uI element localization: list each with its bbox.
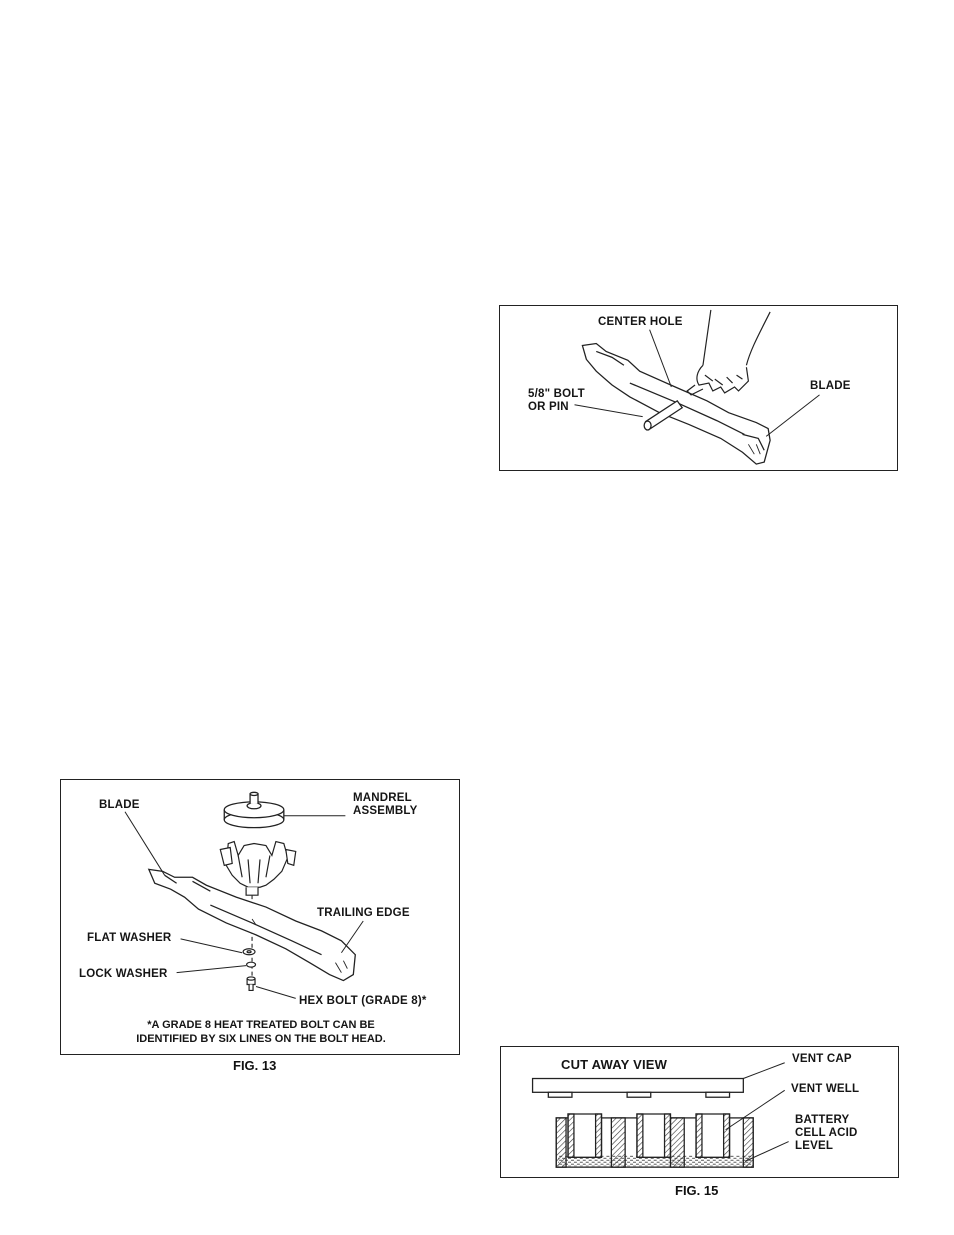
label-vent-well: VENT WELL [791,1083,860,1095]
caption-fig13: FIG. 13 [233,1058,277,1073]
label-mandrel-line1: MANDREL [353,792,412,804]
grade8-note-line2: IDENTIFIED BY SIX LINES ON THE BOLT HEAD. [136,1033,386,1045]
label-lock-washer: LOCK WASHER [79,968,168,980]
label-cutaway-view: CUT AWAY VIEW [561,1057,668,1072]
lock-washer-drawing [247,962,256,967]
label-mandrel-line2: ASSEMBLY [353,805,418,817]
label-flat-washer: FLAT WASHER [87,932,172,944]
label-acid-line2: CELL ACID [795,1127,858,1139]
caption-fig15: FIG. 15 [675,1183,719,1198]
vent-cap-drawing [533,1079,744,1098]
label-center-hole: CENTER HOLE [598,316,683,328]
washers-bolt-drawing [243,949,255,991]
grade8-note-line1: *A GRADE 8 HEAT TREATED BOLT CAN BE [147,1019,375,1031]
label-bolt-line2: OR PIN [528,401,569,413]
mandrel-housing-drawing [220,842,295,896]
label-assembly-blade: BLADE [99,799,140,811]
label-trailing-edge: TRAILING EDGE [317,907,410,919]
hand-drawing [687,310,770,395]
vent-wells-drawing [568,1114,730,1157]
grade8-note [61,1018,461,1046]
label-acid-line1: BATTERY [795,1114,850,1126]
figure-blade-assembly [60,779,460,1055]
figure-battery-cutaway [500,1046,899,1178]
label-hex-bolt: HEX BOLT (GRADE 8)* [299,995,427,1007]
label-blade: BLADE [810,380,851,392]
label-vent-cap: VENT CAP [792,1053,852,1065]
label-acid-line3: LEVEL [795,1140,834,1152]
label-bolt-line1: 5/8" BOLT [528,388,585,400]
mandrel-pulley-drawing [224,792,284,827]
figure-blade-balance [499,305,898,471]
